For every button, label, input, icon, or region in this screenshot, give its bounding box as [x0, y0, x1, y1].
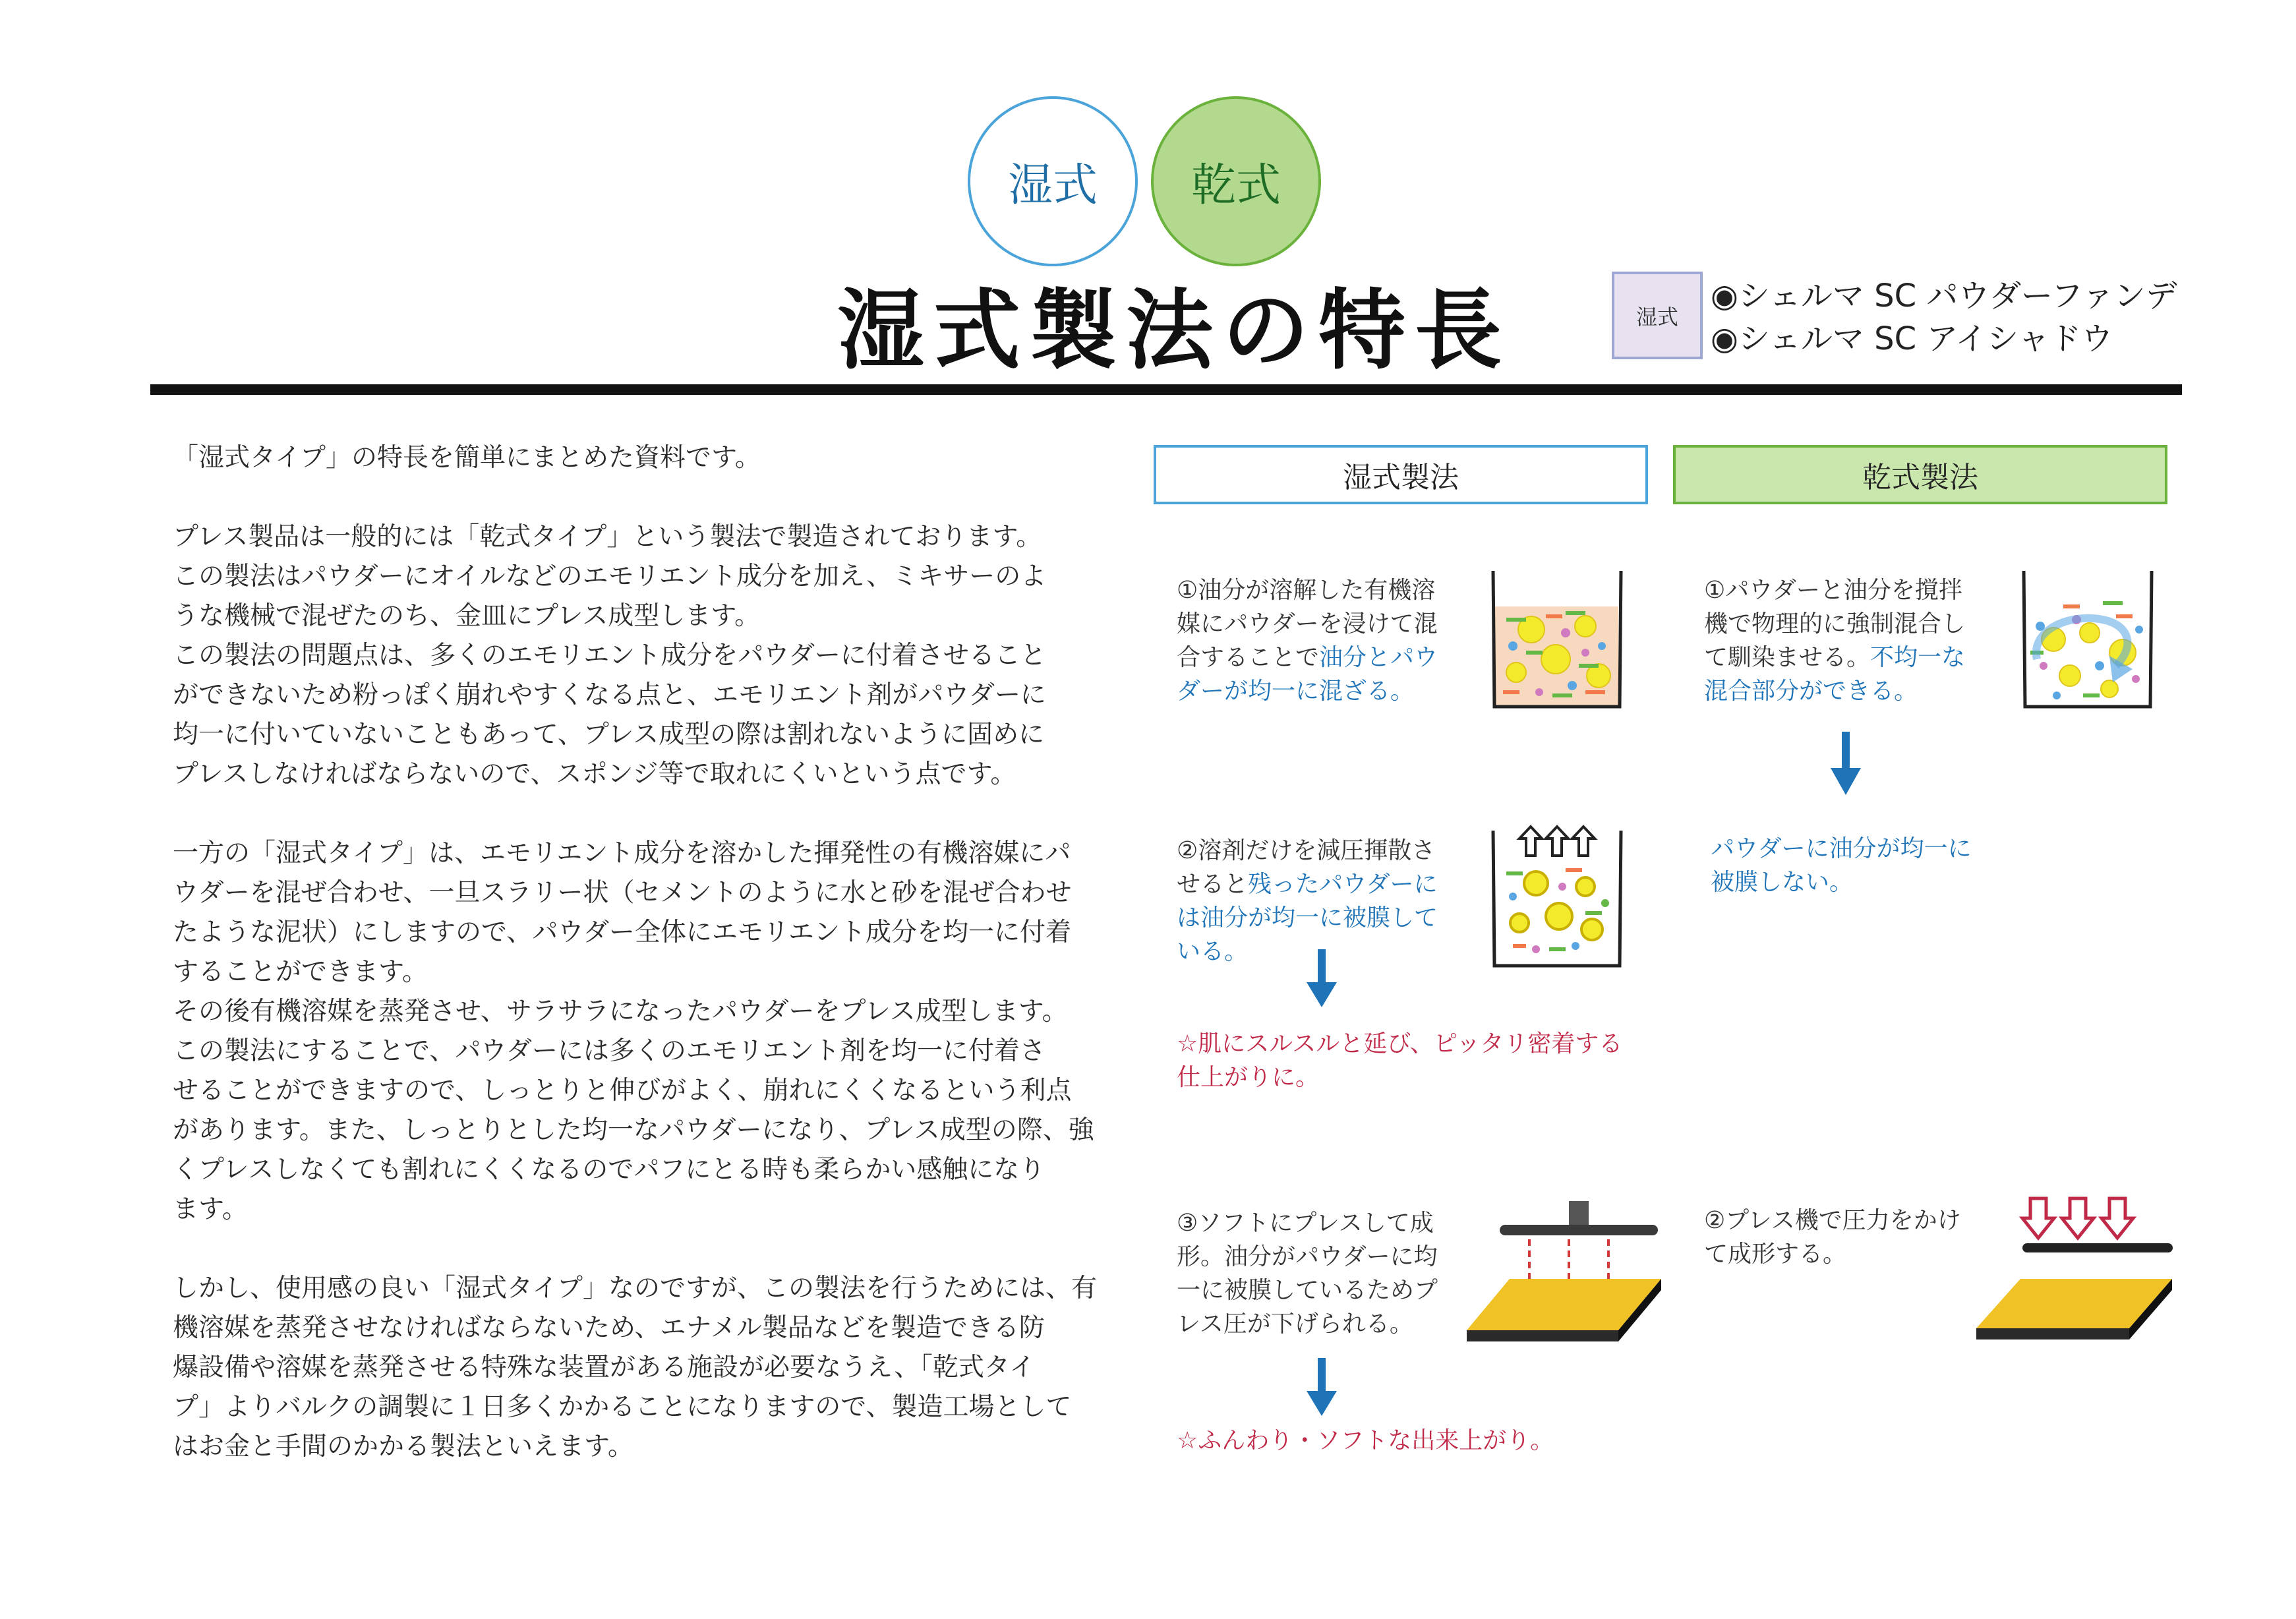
- body-line: ウダーを混ぜ合わせ、一旦スラリー状（セメントのように水と砂を混ぜ合わせ: [173, 878, 1072, 908]
- body-line: 「湿式タイプ」の特長を簡単にまとめた資料です。: [173, 443, 761, 473]
- body-line: 一方の「湿式タイプ」は、エモリエント成分を溶かした揮発性の有機溶媒にパ: [173, 839, 1071, 868]
- wet-evaporate-beaker-diagram: [1487, 824, 1628, 972]
- step-highlight: 残ったパウダーに: [1248, 871, 1438, 898]
- result-line: パウダーに油分が均一に: [1711, 835, 1972, 862]
- step-line: 媒にパウダーを浸けて混: [1177, 610, 1438, 637]
- step-highlight: 不均一な: [1870, 644, 1966, 671]
- body-line: ができないため粉っぽく崩れやすくなる点と、エモリエント剤がパウダーに: [173, 680, 1046, 710]
- step-line: 形。油分がパウダーに均: [1177, 1243, 1438, 1270]
- product-item: ◉シェルマ SC アイシャドウ: [1711, 320, 2113, 357]
- body-line: うな機械で混ぜたのち、金皿にプレス成型します。: [173, 601, 761, 631]
- result-line: ☆肌にスルスルと延び、ピッタリ密着する: [1177, 1030, 1623, 1057]
- dry-process-header: 乾式製法: [1673, 445, 2167, 504]
- body-line: があります。また、しっとりとした均一なパウダーになり、プレス成型の際、強: [173, 1115, 1094, 1145]
- wet-result-2: [1177, 1424, 1554, 1457]
- hard-press-diagram: [1971, 1193, 2175, 1348]
- step-highlight: 油分とパウ: [1319, 644, 1438, 671]
- step-line: レス圧が下げられる。: [1177, 1310, 1413, 1338]
- result-line: 被膜しない。: [1711, 869, 1854, 896]
- product-item: ◉シェルマ SC パウダーファンデ: [1711, 278, 2177, 314]
- body-line: はお金と手間のかかる製法といえます。: [173, 1432, 633, 1461]
- step-line: ①油分が溶解した有機溶: [1177, 577, 1436, 604]
- body-line: 均一に付いていないこともあって、プレス成型の際は割れないように固めに: [173, 720, 1045, 750]
- wet-step-1: [1177, 574, 1438, 708]
- dry-step-1: [1704, 574, 1965, 708]
- dry-method-badge: 乾式: [1151, 96, 1321, 266]
- step-line: て馴染ませる。: [1704, 644, 1871, 671]
- body-line: プ」よりバルクの調製に１日多くかかることになりますので、製造工場として: [173, 1392, 1072, 1422]
- body-line: その後有機溶媒を蒸発させ、サラサラになったパウダーをプレス成型します。: [173, 997, 1068, 1026]
- body-line: たような泥状）にしますので、パウダー全体にエモリエント成分を均一に付着: [173, 918, 1072, 947]
- wet-mix-beaker-diagram: [1487, 567, 1628, 712]
- body-line: することができます。: [173, 957, 428, 987]
- body-line: プレス製品は一般的には「乾式タイプ」という製法で製造されております。: [173, 522, 1042, 552]
- step-line: 一に被膜しているためプ: [1177, 1277, 1438, 1304]
- wet-step-3: [1177, 1206, 1438, 1341]
- body-line: しかし、使用感の良い「湿式タイプ」なのですが、この製法を行うためには、有: [173, 1274, 1098, 1303]
- step-line: ③ソフトにプレスして成: [1177, 1210, 1434, 1237]
- step-line: ①パウダーと油分を撹拌: [1704, 577, 1962, 604]
- dry-step-2: [1704, 1204, 1961, 1271]
- body-line: この製法の問題点は、多くのエモリエント成分をパウダーに付着させること: [173, 641, 1046, 670]
- body-line: プレスしなければならないので、スポンジ等で取れにくいという点です。: [173, 759, 1016, 789]
- wet-down-arrow-2: [1305, 1358, 1338, 1417]
- step-highlight: 混合部分ができる。: [1704, 678, 1918, 705]
- header-divider: [150, 384, 2182, 395]
- step-line: 機で物理的に強制混合し: [1704, 610, 1966, 637]
- step-line: て成形する。: [1704, 1241, 1847, 1268]
- wet-result-1: [1177, 1027, 1622, 1094]
- dry-mixer-beaker-diagram: [2017, 567, 2159, 712]
- wet-method-badge: 湿式: [968, 96, 1138, 266]
- body-line: ます。: [173, 1194, 248, 1224]
- body-line: 機溶媒を蒸発させなければならないため、エナメル製品などを製造できる防: [173, 1313, 1045, 1343]
- step-highlight: は油分が均一に被膜して: [1177, 904, 1438, 931]
- step-highlight: いる。: [1177, 938, 1249, 965]
- category-tag: 湿式: [1612, 272, 1703, 359]
- soft-press-diagram: [1463, 1200, 1664, 1348]
- result-line: 仕上がりに。: [1177, 1064, 1320, 1091]
- result-line: ☆ふんわり・ソフトな出来上がり。: [1177, 1427, 1554, 1454]
- step-highlight: ダーが均一に混ざる。: [1177, 678, 1415, 705]
- wet-step-2: [1177, 834, 1438, 968]
- dry-result: [1711, 832, 1972, 899]
- dry-down-arrow: [1829, 732, 1862, 798]
- step-line: ②溶剤だけを減圧揮散さ: [1177, 837, 1436, 864]
- step-line: せると: [1177, 871, 1249, 898]
- body-line: この製法にすることで、パウダーには多くのエモリエント剤を均一に付着さ: [173, 1036, 1046, 1066]
- wet-process-header: 湿式製法: [1154, 445, 1648, 504]
- body-line: せることができますので、しっとりと伸びがよく、崩れにくくなるという利点: [173, 1076, 1072, 1105]
- step-line: ②プレス機で圧力をかけ: [1704, 1207, 1961, 1234]
- wet-down-arrow-1: [1305, 949, 1338, 1009]
- body-line: くプレスしなくても割れにくくなるのでパフにとる時も柔らかい感触になり: [173, 1155, 1045, 1185]
- body-line: この製法はパウダーにオイルなどのエモリエント成分を加え、ミキサーのよ: [173, 562, 1047, 591]
- body-line: 爆設備や溶媒を蒸発させる特殊な装置がある施設が必要なうえ、「乾式タイ: [173, 1353, 1036, 1382]
- body-text: [173, 438, 1115, 1467]
- step-line: 合することで: [1177, 644, 1320, 671]
- page-title: 湿式製法の特長: [837, 280, 1511, 382]
